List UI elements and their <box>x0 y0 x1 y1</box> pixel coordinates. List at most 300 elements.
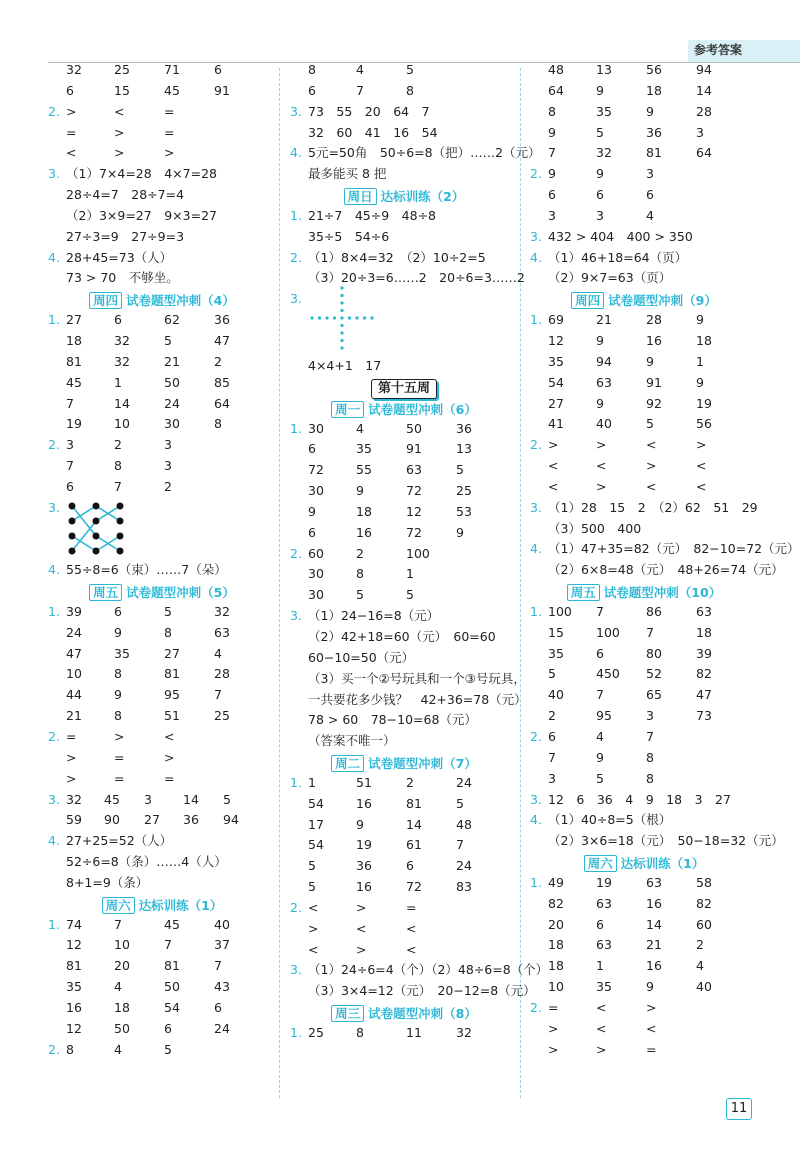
answer-cell: 19 <box>356 837 372 853</box>
answer-cell: < <box>406 920 417 936</box>
answer-cell: 19 <box>696 395 712 411</box>
day-badge: 周四 <box>89 292 122 309</box>
answer-cell: 49 <box>548 874 564 890</box>
answer-cell: 40 <box>696 979 712 995</box>
answer-row <box>290 439 518 460</box>
answer-cell: 8 <box>646 749 654 765</box>
answer-cell: 40 <box>214 916 230 932</box>
question-number: 3. <box>290 291 302 307</box>
answer-cell: < <box>696 478 707 494</box>
answer-cell: 14 <box>406 816 422 832</box>
cross-dot <box>370 317 373 320</box>
answer-text: 21÷7 45÷9 48÷8 <box>308 207 436 223</box>
answer-cell: 14 <box>183 791 199 807</box>
answer-cell: 5 <box>164 603 172 619</box>
answer-cell: 90 <box>104 812 120 828</box>
question-number: 1. <box>290 420 302 436</box>
answer-row <box>530 81 758 102</box>
answer-cell: 25 <box>114 62 130 77</box>
answer-cell: 47 <box>66 645 82 661</box>
answer-cell: 8 <box>308 62 316 77</box>
answer-text: （2）42+18=60（元） 60=60 <box>308 628 496 644</box>
answer-cell: 81 <box>164 958 180 974</box>
answer-cell: 19 <box>66 416 82 432</box>
answer-cell: 450 <box>596 666 620 682</box>
answer-cell: > <box>66 770 77 786</box>
answer-cell: 30 <box>308 587 324 603</box>
answer-cell: < <box>308 899 319 915</box>
answer-row <box>290 60 518 81</box>
day-badge: 周六 <box>584 855 617 872</box>
answer-row <box>48 456 276 477</box>
answer-cell: > <box>548 1041 559 1057</box>
answer-cell: 63 <box>596 895 612 911</box>
answer-cell: 59 <box>66 812 82 828</box>
question-number: 3. <box>48 791 60 807</box>
answer-cell: 27 <box>144 812 160 828</box>
answer-cell: 41 <box>548 416 564 432</box>
answer-cell: 6 <box>548 187 556 203</box>
answer-cell: < <box>548 458 559 474</box>
cross-dot <box>340 347 343 350</box>
section-title <box>571 292 717 309</box>
answer-cell: = <box>646 1041 657 1057</box>
answer-cell: 63 <box>596 937 612 953</box>
cross-dot <box>355 317 358 320</box>
answer-cell: 48 <box>456 816 472 832</box>
answer-text: 28÷4=7 28÷7=4 <box>66 187 185 203</box>
answer-cell: 28 <box>214 666 230 682</box>
answer-cell: 4 <box>114 1041 122 1057</box>
answer-cell: 86 <box>646 603 662 619</box>
answer-cell: 5 <box>596 770 604 786</box>
answer-row <box>530 268 758 289</box>
answer-cell: 63 <box>596 374 612 390</box>
answer-row <box>48 1040 276 1061</box>
answer-cell: 58 <box>696 874 712 890</box>
answer-cell: 85 <box>214 374 230 390</box>
section-heading <box>290 185 518 206</box>
answer-cell: 9 <box>646 979 654 995</box>
match-dot <box>117 547 124 554</box>
question-number: 2. <box>48 437 60 453</box>
answer-row <box>530 539 800 560</box>
answer-row <box>48 268 276 289</box>
answer-cell: 9 <box>356 816 364 832</box>
answer-cell: 9 <box>548 124 556 140</box>
answer-cell: 63 <box>696 603 712 619</box>
question-number: 1. <box>48 312 60 328</box>
answer-row <box>290 206 518 227</box>
answer-cell: > <box>66 103 77 119</box>
answer-cell: 11 <box>406 1025 422 1040</box>
answer-row <box>290 898 518 919</box>
answer-row <box>48 477 276 498</box>
section-label: 试卷题型冲刺（6） <box>368 401 477 417</box>
answer-cell: 7 <box>456 837 464 853</box>
answer-text: 4×4+1 17 <box>308 358 382 373</box>
answer-cell: 9 <box>596 749 604 765</box>
answer-cell: 9 <box>456 524 464 540</box>
answer-cell: 81 <box>66 353 82 369</box>
answer-row <box>48 60 276 81</box>
answer-cell: 95 <box>164 687 180 703</box>
answer-cell: 81 <box>646 145 662 161</box>
answer-row <box>290 481 518 502</box>
section-label: 达标训练（1） <box>138 897 223 913</box>
answer-cell: 32 <box>596 145 612 161</box>
answer-cell: 3 <box>66 437 74 453</box>
answer-cell: 2 <box>548 708 556 724</box>
answer-row <box>290 143 541 164</box>
answer-row <box>530 248 758 269</box>
answer-text: （3）3×4=12（元） 20−12=8（元） <box>308 983 536 999</box>
answer-cell: 21 <box>596 312 612 328</box>
answer-row <box>530 456 758 477</box>
answer-row <box>48 394 276 415</box>
question-number: 2. <box>290 249 302 265</box>
answer-row <box>48 102 276 123</box>
section-label: 试卷题型冲刺（5） <box>126 585 235 601</box>
answer-cell: 40 <box>548 687 564 703</box>
answer-row <box>530 164 758 185</box>
answer-cell: 32 <box>114 353 130 369</box>
answer-row <box>530 664 758 685</box>
answer-cell: 6 <box>114 603 122 619</box>
answer-text: 28+45=73（人） <box>66 249 173 265</box>
answer-cell: 45 <box>164 82 180 98</box>
section-label: 试卷题型冲刺（9） <box>608 293 717 309</box>
answer-cell: 3 <box>548 770 556 786</box>
answer-cell: 16 <box>646 958 662 974</box>
answer-cell: 18 <box>548 958 564 974</box>
answer-row <box>290 835 518 856</box>
question-number: 1. <box>530 603 542 619</box>
answer-cell: 81 <box>164 666 180 682</box>
question-number: 4. <box>530 249 542 265</box>
answer-cell: 8 <box>66 1041 74 1057</box>
answer-cell: = <box>66 124 77 140</box>
answer-text: 5元=50角 50÷6=8（把）……2（元） <box>308 145 541 161</box>
answer-cell: 5 <box>223 791 231 807</box>
answer-text: （1）47+35=82（元） 82−10=72（元） <box>548 541 800 557</box>
answer-cell: 5 <box>456 795 464 811</box>
answer-cell: 52 <box>646 666 662 682</box>
matching-lines-diagram <box>64 500 144 558</box>
answer-row <box>530 519 758 540</box>
answer-cell: > <box>356 899 367 915</box>
answer-cell: = <box>164 124 175 140</box>
answer-cell: 5 <box>548 666 556 682</box>
answer-row <box>290 919 518 940</box>
answer-cell: 35 <box>548 645 564 661</box>
page-number: 11 <box>726 1098 752 1120</box>
section-heading <box>290 752 518 773</box>
answer-cell: 1 <box>114 374 122 390</box>
answer-row <box>530 498 758 519</box>
answer-cell: 7 <box>66 395 74 411</box>
answer-cell: 4 <box>356 62 364 77</box>
answer-cell: 5 <box>406 587 414 603</box>
answer-row <box>530 331 758 352</box>
answer-row <box>48 706 276 727</box>
answer-text: （1）28 15 2 （2）62 51 29 <box>548 499 758 515</box>
answer-cell: 45 <box>164 916 180 932</box>
answer-text: 73 > 70 不够坐。 <box>66 270 179 286</box>
question-number: 1. <box>48 603 60 619</box>
answer-cell: 51 <box>164 708 180 724</box>
answer-cell: 100 <box>548 603 572 619</box>
answer-cell: 30 <box>308 420 324 436</box>
answer-cell: 45 <box>66 374 82 390</box>
cross-dot <box>340 332 343 335</box>
answer-cell: 32 <box>214 603 230 619</box>
answer-cell: = <box>114 749 125 765</box>
section-label: 试卷题型冲刺（8） <box>368 1006 477 1022</box>
answer-cell: 15 <box>114 82 130 98</box>
answer-cell: 91 <box>646 374 662 390</box>
section-heading <box>48 581 276 602</box>
answer-cell: 6 <box>596 645 604 661</box>
answer-cell: 8 <box>548 103 556 119</box>
answer-cell: 9 <box>646 103 654 119</box>
answer-row <box>48 602 276 623</box>
cross-dot <box>340 287 343 290</box>
answer-cell: 18 <box>696 624 712 640</box>
answer-cell: 5 <box>356 587 364 603</box>
answer-cell: 51 <box>356 774 372 790</box>
answer-cell: = <box>114 770 125 786</box>
day-badge: 周六 <box>102 897 135 914</box>
answer-cell: 50 <box>164 374 180 390</box>
answer-cell: 27 <box>66 312 82 328</box>
answer-row <box>48 935 276 956</box>
answer-cell: 24 <box>66 624 82 640</box>
answer-cell: 60 <box>308 545 324 561</box>
question-number: 4. <box>48 249 60 265</box>
answer-text: 78 > 60 78−10=68（元） <box>308 712 477 728</box>
answer-cell: 5 <box>308 858 316 874</box>
question-number: 3. <box>48 166 60 182</box>
answer-row <box>530 310 758 331</box>
answer-row <box>290 1023 518 1044</box>
answer-cell: 6 <box>308 441 316 457</box>
answer-cell: 95 <box>596 708 612 724</box>
answer-row <box>290 460 518 481</box>
answer-cell: 54 <box>548 374 564 390</box>
answer-cell: 12 <box>406 503 422 519</box>
answer-cell: < <box>646 478 657 494</box>
answer-cell: 5 <box>456 462 464 478</box>
answer-cell: 32 <box>114 332 130 348</box>
answer-cell: 8 <box>356 566 364 582</box>
question-number: 2. <box>530 999 542 1015</box>
answer-text: 60−10=50（元） <box>308 649 415 665</box>
answer-cell: 27 <box>164 645 180 661</box>
answer-cell: 54 <box>308 795 324 811</box>
answer-cell: 4 <box>214 645 222 661</box>
answer-cell: 72 <box>406 524 422 540</box>
answer-cell: 54 <box>164 999 180 1015</box>
answer-cell: 6 <box>214 999 222 1015</box>
answer-cell: > <box>596 478 607 494</box>
answer-row <box>290 606 518 627</box>
day-badge: 周二 <box>331 755 364 772</box>
answer-cell: 1 <box>308 774 316 790</box>
answer-cell: > <box>696 437 707 453</box>
answer-cell: 18 <box>114 999 130 1015</box>
answer-cell: 6 <box>66 82 74 98</box>
match-dot <box>69 532 76 539</box>
answer-text: （2）6×8=48（元） 48+26=74（元） <box>548 562 784 578</box>
answer-cell: 81 <box>406 795 422 811</box>
answer-cell: 35 <box>114 645 130 661</box>
answer-row <box>530 706 758 727</box>
answer-cell: 50 <box>164 979 180 995</box>
answer-cell: 44 <box>66 687 82 703</box>
answer-cell: 9 <box>696 312 704 328</box>
section-label: 试卷题型冲刺（4） <box>126 293 235 309</box>
answer-row <box>290 960 549 981</box>
answer-row <box>48 810 276 831</box>
question-number: 2. <box>530 729 542 744</box>
section-label: 达标训练（1） <box>620 856 705 872</box>
answer-cell: 8 <box>114 458 122 474</box>
answer-cell: 10 <box>548 979 564 995</box>
answer-row <box>530 602 758 623</box>
match-dot <box>117 532 124 539</box>
answer-row <box>530 977 758 998</box>
answer-cell: 82 <box>696 895 712 911</box>
answer-cell: 8 <box>164 624 172 640</box>
answer-cell: 8 <box>114 708 122 724</box>
answer-cell: 63 <box>214 624 230 640</box>
answer-cell: 14 <box>696 82 712 98</box>
answer-cell: 13 <box>596 62 612 77</box>
answer-cell: > <box>596 1041 607 1057</box>
answer-cell: 12 <box>548 332 564 348</box>
question-number: 2. <box>290 899 302 915</box>
answer-cell: 25 <box>214 708 230 724</box>
answer-row <box>48 373 276 394</box>
answer-cell: < <box>308 941 319 957</box>
answer-text: 一共要花多少钱？ 42+36=78（元） <box>308 691 527 707</box>
answer-row <box>530 352 758 373</box>
answer-cell: 64 <box>214 395 230 411</box>
question-number: 2. <box>530 166 542 182</box>
answer-cell: 64 <box>696 145 712 161</box>
answer-cell: 8 <box>114 666 122 682</box>
answer-row <box>48 998 276 1019</box>
column-divider <box>520 68 521 1098</box>
answer-cell: 20 <box>114 958 130 974</box>
answer-text: （答案不唯一） <box>308 733 396 749</box>
answer-row <box>530 935 758 956</box>
answer-cell: > <box>164 145 175 161</box>
answer-row <box>530 998 758 1019</box>
answer-row <box>530 414 758 435</box>
section-title <box>331 401 477 418</box>
answer-cell: 9 <box>548 166 556 182</box>
answer-cell: 8 <box>646 770 654 786</box>
answer-row <box>290 940 518 961</box>
answer-cell: > <box>548 1020 559 1036</box>
page-header: 参考答案 <box>693 43 742 57</box>
answer-cell: < <box>66 145 77 161</box>
answer-cell: 82 <box>548 895 564 911</box>
answer-cell: 1 <box>696 353 704 369</box>
answer-cell: 94 <box>696 62 712 77</box>
answer-cell: 54 <box>308 837 324 853</box>
answer-cell: 10 <box>66 666 82 682</box>
answer-cell: 14 <box>114 395 130 411</box>
match-line <box>72 506 96 521</box>
answer-cell: 69 <box>548 312 564 328</box>
answer-cell: = <box>548 999 559 1015</box>
answer-cell: 8 <box>214 416 222 432</box>
answer-row <box>290 794 518 815</box>
answer-row <box>290 123 518 144</box>
answer-text: （3）500 400 <box>548 520 642 536</box>
answer-row <box>530 123 758 144</box>
answer-row <box>48 873 276 894</box>
answer-cell: 7 <box>646 624 654 640</box>
cross-dot <box>340 294 343 297</box>
answer-cell: 35 <box>356 441 372 457</box>
answer-cell: > <box>114 729 125 745</box>
answer-cell: 56 <box>696 416 712 432</box>
section-title <box>89 584 235 601</box>
answer-cell: 24 <box>456 774 472 790</box>
answer-row <box>290 164 518 185</box>
question-number: 1. <box>290 207 302 223</box>
answer-cell: < <box>596 999 607 1015</box>
answer-cell: 16 <box>356 524 372 540</box>
section-title <box>344 188 465 205</box>
answer-cell: 16 <box>646 332 662 348</box>
answer-cell: < <box>406 941 417 957</box>
answer-cell: 32 <box>66 791 82 807</box>
answer-cell: 8 <box>356 1025 364 1040</box>
answer-cell: > <box>646 999 657 1015</box>
answer-cell: 3 <box>164 437 172 453</box>
answer-cell: 19 <box>596 874 612 890</box>
answer-cell: 39 <box>696 645 712 661</box>
answer-row <box>48 414 276 435</box>
column-divider <box>279 68 280 1098</box>
cross-dot <box>318 317 321 320</box>
cross-dot <box>325 317 328 320</box>
answer-cell: 35 <box>548 353 564 369</box>
answer-cell: > <box>646 458 657 474</box>
answer-row <box>290 523 518 544</box>
question-number: 3. <box>290 962 302 978</box>
answer-cell: 74 <box>66 916 82 932</box>
answer-row <box>48 623 276 644</box>
answer-cell: = <box>406 899 417 915</box>
answer-cell: < <box>548 478 559 494</box>
answer-text: （2）3×6=18（元） 50−18=32（元） <box>548 833 784 849</box>
answer-cell: 55 <box>356 462 372 478</box>
match-line <box>72 521 96 551</box>
answer-row <box>48 560 276 581</box>
answer-row <box>530 894 758 915</box>
answer-row <box>48 164 276 185</box>
answer-cell: 9 <box>596 166 604 182</box>
section-title <box>89 292 235 309</box>
answer-cell: 9 <box>596 82 604 98</box>
answer-text: 27+25=52（人） <box>66 833 173 849</box>
